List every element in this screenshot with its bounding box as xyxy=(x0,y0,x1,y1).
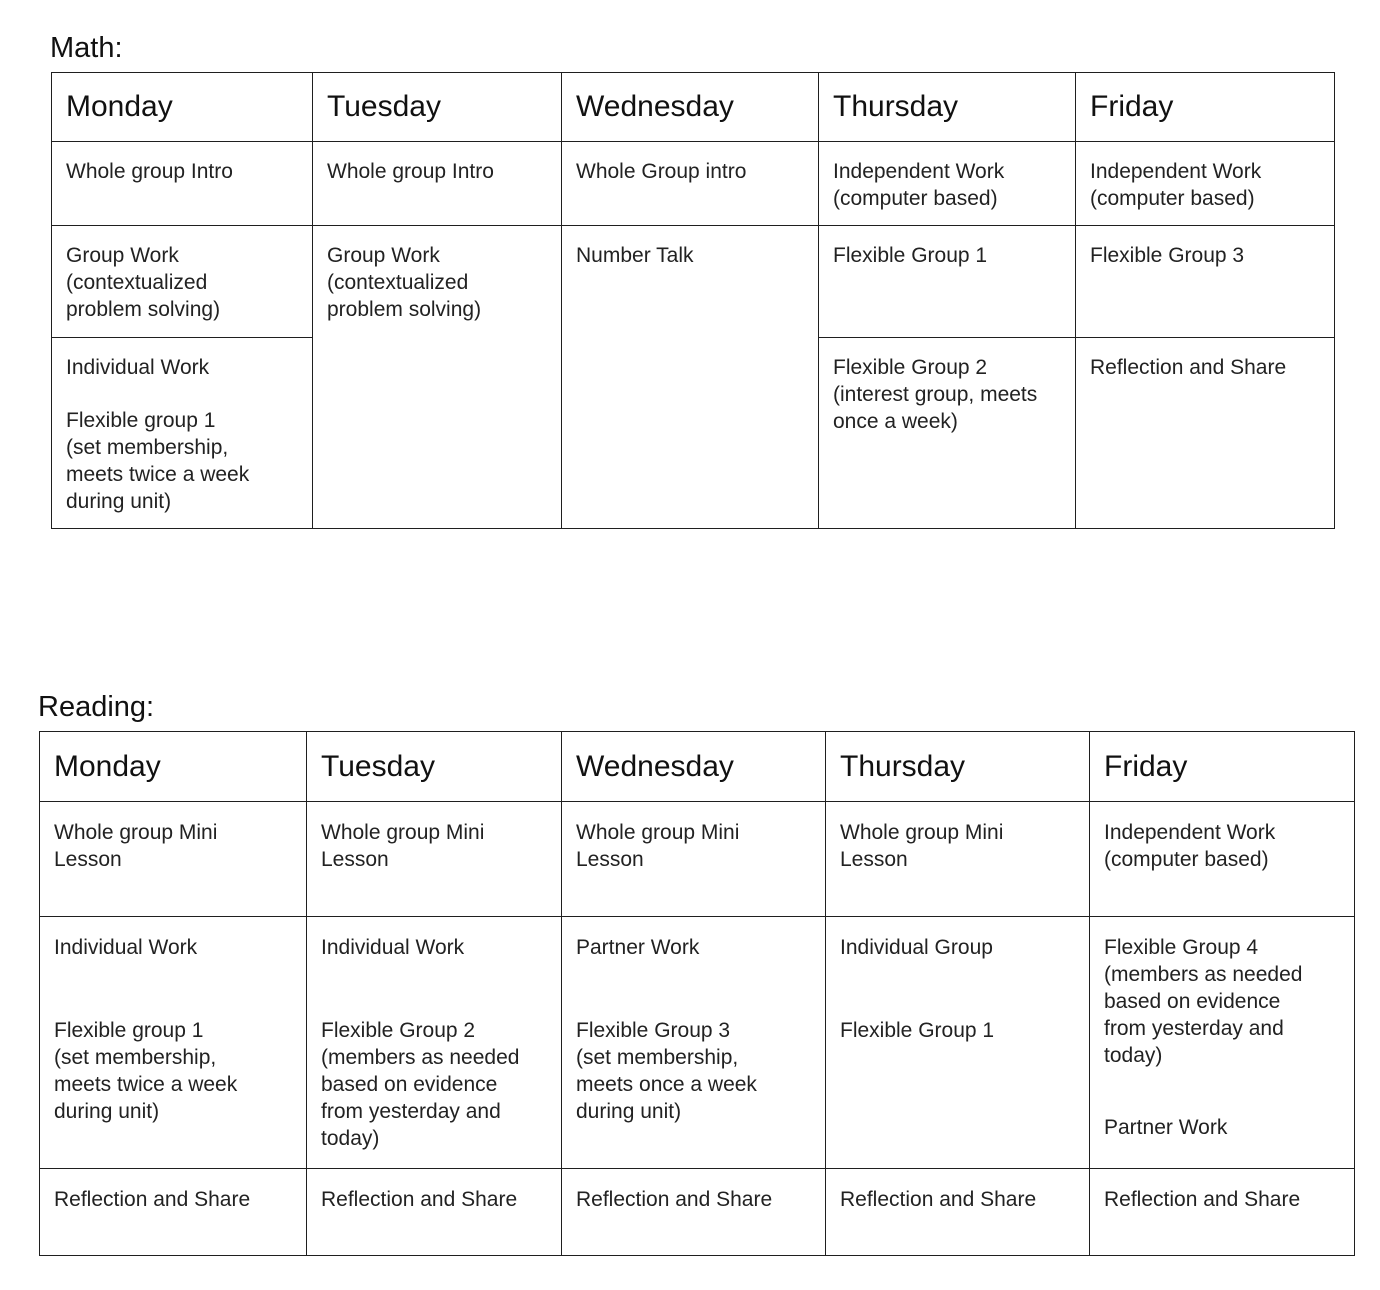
reading-monday-row2-text-b: Flexible group 1 (set membership, meets twice a week during unit) xyxy=(54,1019,238,1123)
reading-wednesday-row3-text: Reflection and Share xyxy=(576,1188,773,1211)
reading-friday-row3-text: Reflection and Share xyxy=(1104,1188,1301,1211)
math-section-title: Math: xyxy=(50,32,123,64)
reading-cell-tuesday-1 xyxy=(307,802,562,917)
reading-row-1 xyxy=(40,802,1355,917)
reading-wednesday-row2-text-a: Partner Work xyxy=(576,936,700,959)
reading-monday-row3-text: Reflection and Share xyxy=(54,1188,251,1211)
math-monday-row1-text: Whole group Intro xyxy=(66,160,233,183)
reading-cell-friday-1 xyxy=(1090,802,1355,917)
math-cell-friday-1 xyxy=(1076,142,1335,226)
cell-spacer xyxy=(1104,1069,1346,1114)
math-header-row xyxy=(52,73,1335,142)
reading-cell-wednesday-1 xyxy=(562,802,826,917)
math-cell-thursday-3 xyxy=(819,338,1076,529)
reading-day-monday: Monday xyxy=(40,732,307,802)
math-cell-wednesday-1 xyxy=(562,142,819,226)
math-cell-monday-3 xyxy=(52,338,313,529)
reading-cell-thursday-3 xyxy=(826,1169,1090,1256)
reading-cell-monday-2 xyxy=(40,917,307,1169)
reading-day-friday: Friday xyxy=(1090,732,1355,802)
reading-cell-wednesday-3 xyxy=(562,1169,826,1256)
reading-friday-row1-text: Independent Work (computer based) xyxy=(1104,821,1276,871)
reading-day-thursday: Thursday xyxy=(826,732,1090,802)
reading-cell-wednesday-2 xyxy=(562,917,826,1169)
cell-spacer xyxy=(66,381,304,407)
reading-day-tuesday: Tuesday xyxy=(307,732,562,802)
math-day-wednesday: Wednesday xyxy=(562,73,819,142)
reading-cell-friday-3 xyxy=(1090,1169,1355,1256)
math-cell-tuesday-2 xyxy=(313,226,562,529)
reading-day-wednesday: Wednesday xyxy=(562,732,826,802)
math-day-tuesday: Tuesday xyxy=(313,73,562,142)
cell-spacer xyxy=(576,961,817,1017)
math-row-1 xyxy=(52,142,1335,226)
reading-tuesday-row2-text-b: Flexible Group 2 (members as needed based on evidence from yesterday and today) xyxy=(321,1019,520,1150)
reading-cell-tuesday-2 xyxy=(307,917,562,1169)
math-thursday-row3-text: Flexible Group 2 (interest group, meets once a week) xyxy=(833,356,1038,433)
math-row-2 xyxy=(52,226,1335,338)
math-monday-row3-text-a: Individual Work xyxy=(66,356,210,379)
cell-spacer xyxy=(321,961,553,1017)
reading-section-title: Reading: xyxy=(38,691,155,723)
math-thursday-row1-text: Independent Work (computer based) xyxy=(833,160,1005,210)
math-friday-row2-text: Flexible Group 3 xyxy=(1090,244,1245,267)
reading-thursday-row3-text: Reflection and Share xyxy=(840,1188,1037,1211)
math-friday-row3-text: Reflection and Share xyxy=(1090,356,1287,379)
reading-wednesday-row1-text: Whole group Mini Lesson xyxy=(576,821,740,871)
math-tuesday-row2-text: Group Work (contextualized problem solving) xyxy=(327,244,482,321)
reading-schedule-table xyxy=(39,731,1355,1256)
reading-cell-tuesday-3 xyxy=(307,1169,562,1256)
reading-friday-row2-text-a: Flexible Group 4 (members as needed based on evidence from yesterday and today) xyxy=(1104,936,1303,1067)
math-day-thursday: Thursday xyxy=(819,73,1076,142)
reading-monday-row2-text-a: Individual Work xyxy=(54,936,198,959)
reading-row-2 xyxy=(40,917,1355,1169)
reading-header-row xyxy=(40,732,1355,802)
math-friday-row1-text: Independent Work (computer based) xyxy=(1090,160,1262,210)
math-monday-row2-text: Group Work (contextualized problem solving) xyxy=(66,244,221,321)
math-cell-monday-1 xyxy=(52,142,313,226)
reading-cell-friday-2 xyxy=(1090,917,1355,1169)
reading-thursday-row2-text-a: Individual Group xyxy=(840,936,993,959)
reading-cell-monday-1 xyxy=(40,802,307,917)
reading-tuesday-row2-text-a: Individual Work xyxy=(321,936,465,959)
reading-friday-row2-text-b: Partner Work xyxy=(1104,1116,1228,1139)
math-thursday-row2-text: Flexible Group 1 xyxy=(833,244,988,267)
math-wednesday-row1-text: Whole Group intro xyxy=(576,160,747,183)
math-cell-tuesday-1 xyxy=(313,142,562,226)
reading-thursday-row1-text: Whole group Mini Lesson xyxy=(840,821,1004,871)
reading-monday-row1-text: Whole group Mini Lesson xyxy=(54,821,218,871)
reading-tuesday-row1-text: Whole group Mini Lesson xyxy=(321,821,485,871)
reading-tuesday-row3-text: Reflection and Share xyxy=(321,1188,518,1211)
reading-cell-thursday-2 xyxy=(826,917,1090,1169)
reading-cell-thursday-1 xyxy=(826,802,1090,917)
reading-wednesday-row2-text-b: Flexible Group 3 (set membership, meets once a week during unit) xyxy=(576,1019,757,1123)
math-day-monday: Monday xyxy=(52,73,313,142)
math-wednesday-row2-text: Number Talk xyxy=(576,244,694,267)
reading-thursday-row2-text-b: Flexible Group 1 xyxy=(840,1019,995,1042)
math-cell-thursday-2 xyxy=(819,226,1076,338)
cell-spacer xyxy=(54,961,298,1017)
math-cell-friday-3 xyxy=(1076,338,1335,529)
reading-row-3 xyxy=(40,1169,1355,1256)
math-tuesday-row1-text: Whole group Intro xyxy=(327,160,494,183)
reading-cell-monday-3 xyxy=(40,1169,307,1256)
math-cell-friday-2 xyxy=(1076,226,1335,338)
math-monday-row3-text-b: Flexible group 1 (set membership, meets twice a week during unit) xyxy=(66,409,250,513)
math-cell-wednesday-2 xyxy=(562,226,819,529)
math-cell-monday-2 xyxy=(52,226,313,338)
math-day-friday: Friday xyxy=(1076,73,1335,142)
math-cell-thursday-1 xyxy=(819,142,1076,226)
math-schedule-table xyxy=(51,72,1335,529)
cell-spacer xyxy=(840,961,1081,1017)
